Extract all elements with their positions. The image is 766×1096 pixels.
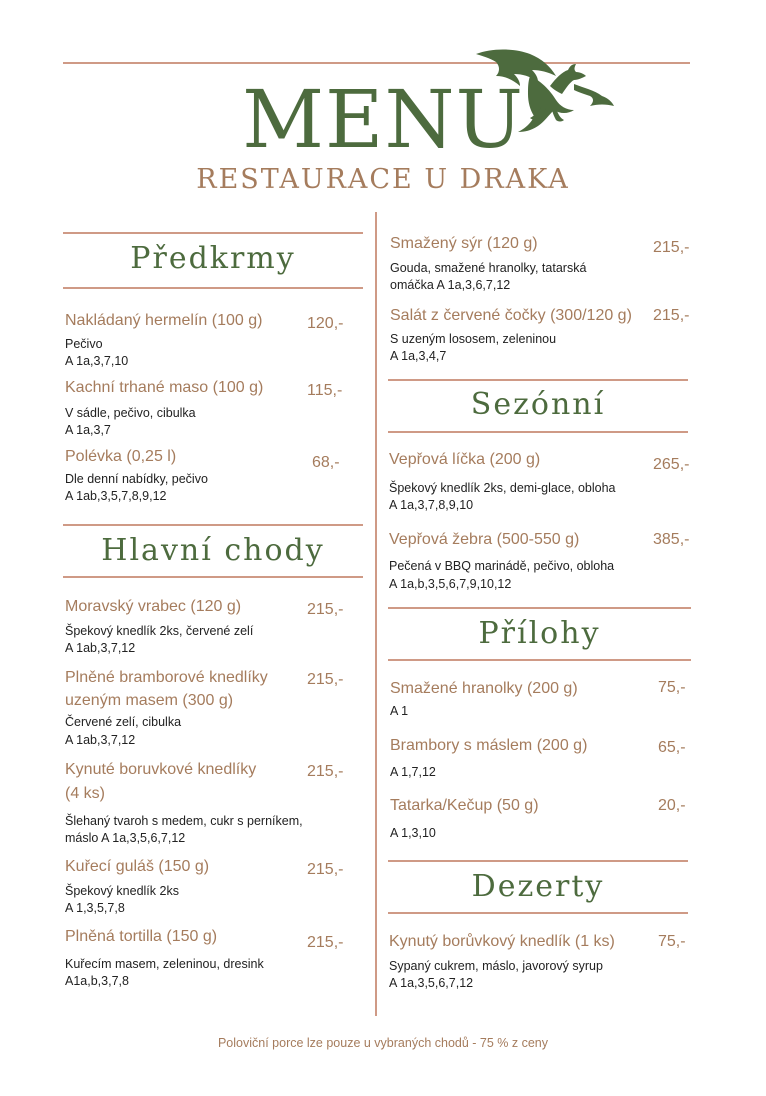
item-allergens: A 1a,3,7,10 bbox=[65, 354, 129, 368]
item-name: Kachní trhané maso (100 g) bbox=[65, 379, 264, 396]
item-price: 115,- bbox=[307, 382, 343, 399]
item-price: 215,- bbox=[307, 861, 344, 878]
item-price: 215,- bbox=[653, 239, 690, 256]
item-allergens: A 1ab,3,7,12 bbox=[65, 641, 136, 655]
item-desc: Červené zelí, cibulka bbox=[65, 715, 182, 729]
item-desc: S uzeným lososem, zeleninou bbox=[390, 332, 557, 346]
section-rule bbox=[388, 912, 688, 914]
section-title-sezonni: Sezónní bbox=[470, 387, 606, 422]
item-name: Nakládaný hermelín (100 g) bbox=[65, 312, 263, 329]
restaurant-name: RESTAURACE U DRAKA bbox=[196, 164, 570, 195]
item-name: Plněné bramborové knedlíky bbox=[65, 669, 268, 686]
item-desc: Špekový knedlík 2ks bbox=[65, 884, 179, 898]
item-price: 68,- bbox=[312, 454, 340, 471]
item-desc: Kuřecím masem, zeleninou, dresink bbox=[65, 957, 264, 971]
item-allergens: A 1a,3,7,8,9,10 bbox=[389, 498, 474, 512]
item-allergens: A 1,3,5,7,8 bbox=[65, 901, 125, 915]
item-name-cont: uzeným masem (300 g) bbox=[65, 692, 234, 709]
dragon-icon bbox=[470, 46, 616, 136]
item-name: Tatarka/Kečup (50 g) bbox=[390, 797, 539, 814]
item-desc: V sádle, pečivo, cibulka bbox=[65, 406, 196, 420]
item-price: 215,- bbox=[307, 934, 344, 951]
item-desc: Pečená v BBQ marinádě, pečivo, obloha bbox=[389, 559, 615, 573]
item-price: 215,- bbox=[653, 307, 690, 324]
item-allergens: A 1 bbox=[390, 704, 409, 718]
item-name: Moravský vrabec (120 g) bbox=[65, 598, 242, 615]
item-price: 215,- bbox=[307, 671, 344, 688]
item-allergens: A 1a,3,5,6,7,12 bbox=[389, 976, 474, 990]
footer-note: Poloviční porce lze pouze u vybraných chodů - 75 % z ceny bbox=[217, 1036, 549, 1050]
item-price: 75,- bbox=[658, 679, 686, 696]
section-rule bbox=[63, 287, 363, 289]
item-name: Brambory s máslem (200 g) bbox=[390, 737, 588, 754]
column-divider bbox=[375, 212, 377, 1016]
section-title-dezerty: Dezerty bbox=[471, 869, 605, 904]
item-name: Polévka (0,25 l) bbox=[65, 448, 177, 465]
item-price: 385,- bbox=[653, 531, 690, 548]
item-price: 265,- bbox=[653, 456, 690, 473]
item-desc-cont: omáčka A 1a,3,6,7,12 bbox=[390, 278, 511, 292]
section-rule bbox=[63, 576, 363, 578]
section-rule bbox=[388, 659, 691, 661]
section-rule bbox=[388, 607, 691, 609]
item-desc: Pečivo bbox=[65, 337, 103, 351]
item-allergens: A 1,3,10 bbox=[390, 826, 436, 840]
item-name-cont: (4 ks) bbox=[65, 785, 105, 802]
item-allergens: A 1a,b,3,5,6,7,9,10,12 bbox=[389, 577, 512, 591]
item-name: Smažený sýr (120 g) bbox=[390, 235, 538, 252]
item-allergens: A 1a,3,7 bbox=[65, 423, 111, 437]
item-price: 215,- bbox=[307, 763, 344, 780]
item-desc-cont: máslo A 1a,3,5,6,7,12 bbox=[65, 831, 186, 845]
item-allergens: A1a,b,3,7,8 bbox=[65, 974, 129, 988]
item-allergens: A 1a,3,4,7 bbox=[390, 349, 447, 363]
section-title-prilohy: Přílohy bbox=[478, 616, 601, 651]
item-desc: Špekový knedlík 2ks, demi-glace, obloha bbox=[389, 481, 616, 495]
item-allergens: A 1,7,12 bbox=[390, 765, 436, 779]
section-rule bbox=[63, 524, 363, 526]
item-price: 20,- bbox=[658, 797, 686, 814]
section-rule bbox=[388, 379, 688, 381]
item-name: Kuřecí guláš (150 g) bbox=[65, 858, 210, 875]
item-desc: Gouda, smažené hranolky, tatarská bbox=[390, 261, 587, 275]
item-desc: Špekový knedlík 2ks, červené zelí bbox=[65, 624, 254, 638]
item-desc: Sypaný cukrem, máslo, javorový syrup bbox=[389, 959, 603, 973]
item-name: Vepřová žebra (500-550 g) bbox=[389, 531, 580, 548]
item-allergens: A 1ab,3,5,7,8,9,12 bbox=[65, 489, 167, 503]
item-price: 65,- bbox=[658, 739, 686, 756]
item-name: Plněná tortilla (150 g) bbox=[65, 928, 218, 945]
menu-title: MENU bbox=[242, 73, 524, 166]
item-price: 215,- bbox=[307, 601, 344, 618]
item-desc: Dle denní nabídky, pečivo bbox=[65, 472, 208, 486]
item-allergens: A 1ab,3,7,12 bbox=[65, 733, 136, 747]
item-price: 120,- bbox=[307, 315, 344, 332]
item-name: Vepřová líčka (200 g) bbox=[389, 451, 541, 468]
item-price: 75,- bbox=[658, 933, 686, 950]
item-desc: Šlehaný tvaroh s medem, cukr s perníkem, bbox=[65, 814, 303, 828]
item-name: Salát z červené čočky (300/120 g) bbox=[390, 307, 632, 324]
section-title-predkrmy: Předkrmy bbox=[130, 241, 296, 276]
item-name: Kynuté boruvkové knedlíky bbox=[65, 761, 257, 778]
item-name: Smažené hranolky (200 g) bbox=[390, 680, 578, 697]
item-name: Kynutý borůvkový knedlík (1 ks) bbox=[389, 933, 615, 950]
section-rule bbox=[63, 232, 363, 234]
section-rule bbox=[388, 431, 688, 433]
section-rule bbox=[388, 860, 688, 862]
section-title-hlavni: Hlavní chody bbox=[101, 533, 325, 568]
